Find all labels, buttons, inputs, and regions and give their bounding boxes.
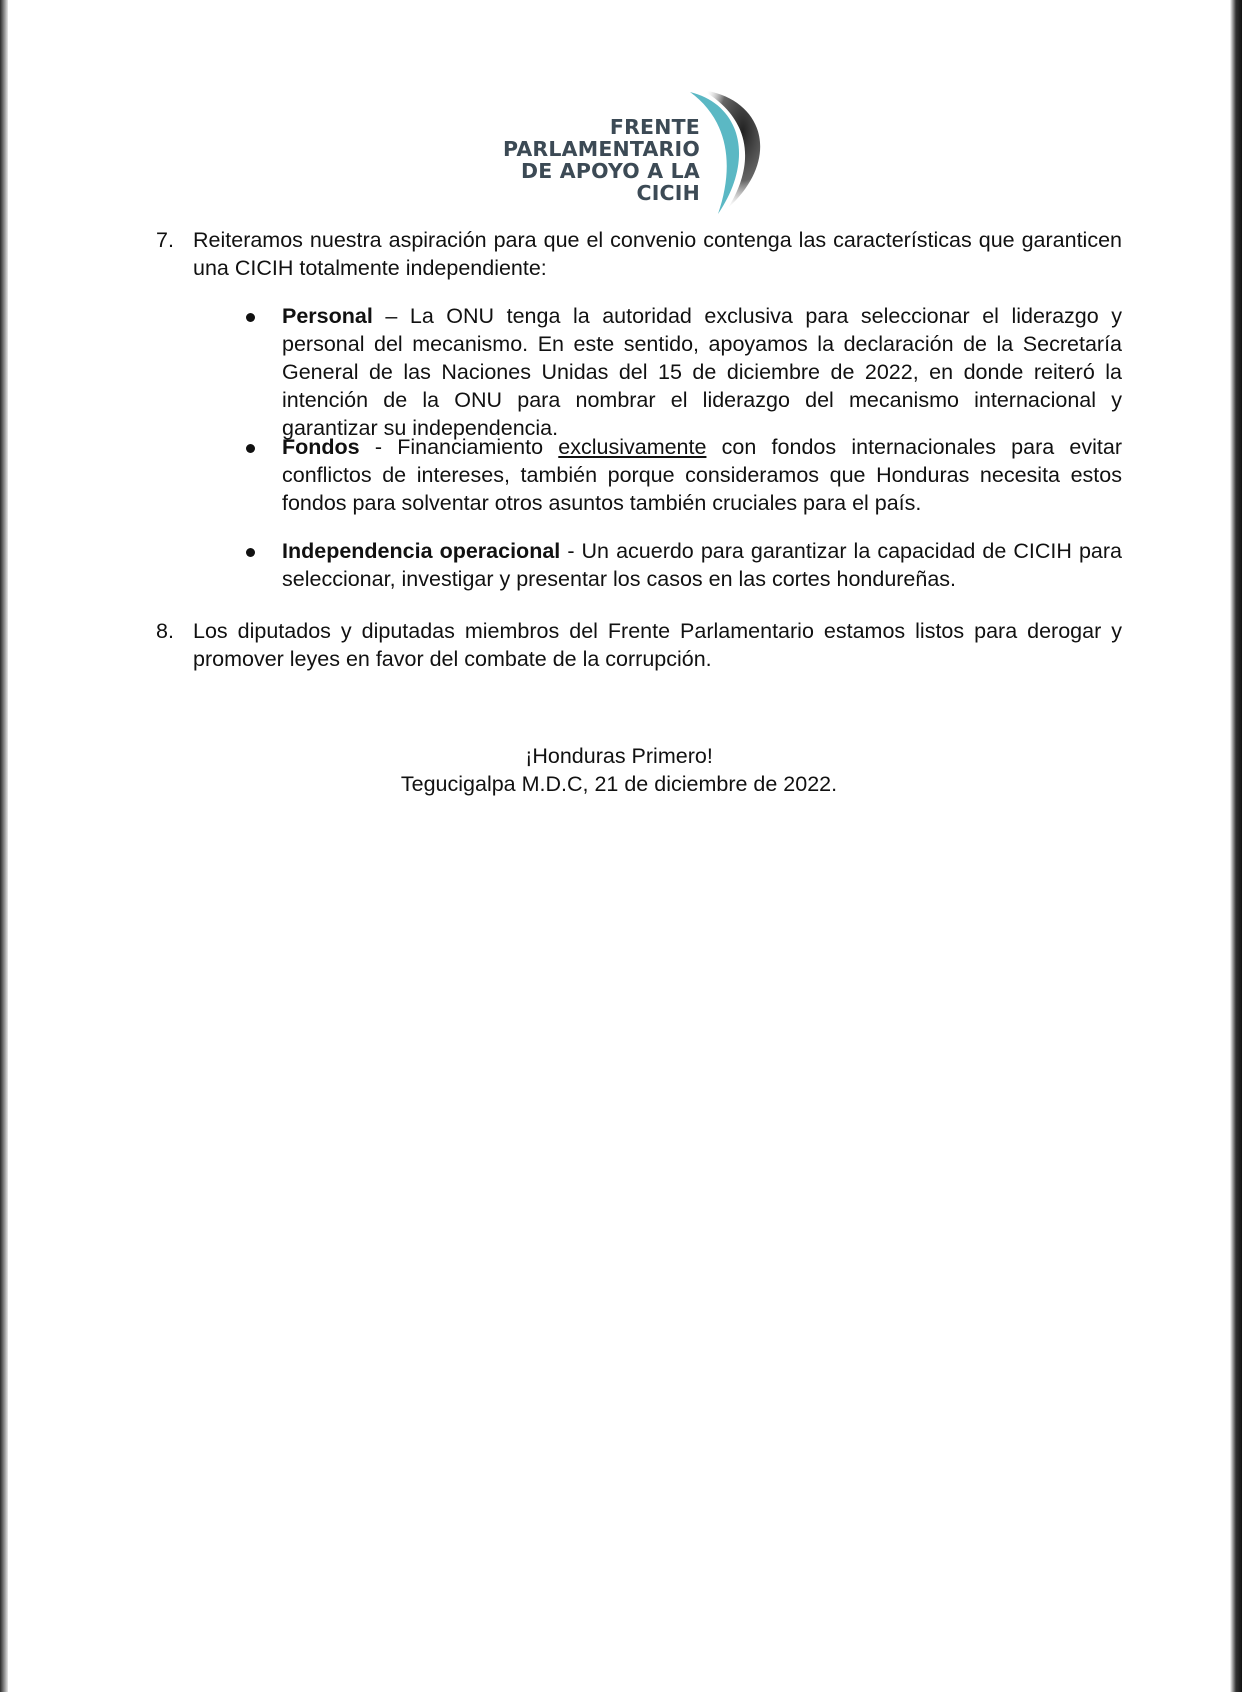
bullet-text <box>282 433 1122 517</box>
bullet-title: Independencia operacional <box>282 539 561 563</box>
bullet-separator: – <box>372 304 410 328</box>
bullet-body: La ONU tenga la autoridad exclusiva para seleccionar el liderazgo y personal del mecanismo. En este sentido, apoyamos la declaración de la Secretaría General de las Naciones Unidas del 15 de diciembre de 2022, en donde reiteró la intención de la ONU para nombrar el liderazgo del mecanismo internacional y garantizar su independencia. <box>282 304 1122 440</box>
bullet-personal <box>246 302 1122 442</box>
closing-place-date: Tegucigalpa M.D.C, 21 de diciembre de 2022. <box>400 772 838 796</box>
numbered-item-8 <box>156 617 1122 673</box>
item-number: 7. <box>156 228 174 252</box>
bullet-body-end: con fondos internacionales para evitar conflictos de intereses, también porque consideramos que Honduras necesita estos fondos para solventar otros asuntos también cruciales para el país. <box>282 435 1123 515</box>
logo-line-1: FRENTE <box>609 115 700 139</box>
frente-parlamentario-logo <box>480 88 780 220</box>
item-number: 8. <box>156 619 174 643</box>
bullet-body-start: Financiamiento <box>397 435 559 459</box>
logo-line-4: CICIH <box>636 181 700 205</box>
numbered-item-7 <box>156 226 1122 282</box>
bullet-fondos <box>246 433 1122 517</box>
bullet-dot-icon <box>246 548 255 557</box>
bullet-separator: - <box>359 435 398 459</box>
logo-line-3: DE APOYO A LA <box>521 159 700 183</box>
bullet-text <box>282 537 1122 593</box>
bullet-underlined-word: exclusivamente <box>558 435 707 459</box>
bullet-dot-icon <box>246 313 255 322</box>
bullet-separator: - <box>560 539 582 563</box>
scan-right-edge <box>1230 0 1242 1692</box>
item-text: Reiteramos nuestra aspiración para que el convenio contenga las características que garanticen una CICIH totalmente independiente: <box>193 228 1122 280</box>
closing-slogan: ¡Honduras Primero! <box>525 744 713 768</box>
logo-arc-icon <box>688 88 780 220</box>
bullet-title: Personal <box>282 304 373 328</box>
bullet-body: Un acuerdo para garantizar la capacidad de CICIH para seleccionar, investigar y presentar los casos en las cortes hondureñas. <box>282 539 1122 591</box>
bullet-title: Fondos <box>282 435 360 459</box>
bullet-dot-icon <box>246 444 255 453</box>
item-text: Los diputados y diputadas miembros del Frente Parlamentario estamos listos para derogar y promover leyes en favor del combate de la corrupción. <box>193 619 1122 671</box>
logo-line-2: PARLAMENTARIO <box>503 137 700 161</box>
bullet-independencia <box>246 537 1122 593</box>
bullet-text <box>282 302 1122 442</box>
scan-left-edge <box>0 0 8 1692</box>
logo-text <box>480 116 700 204</box>
